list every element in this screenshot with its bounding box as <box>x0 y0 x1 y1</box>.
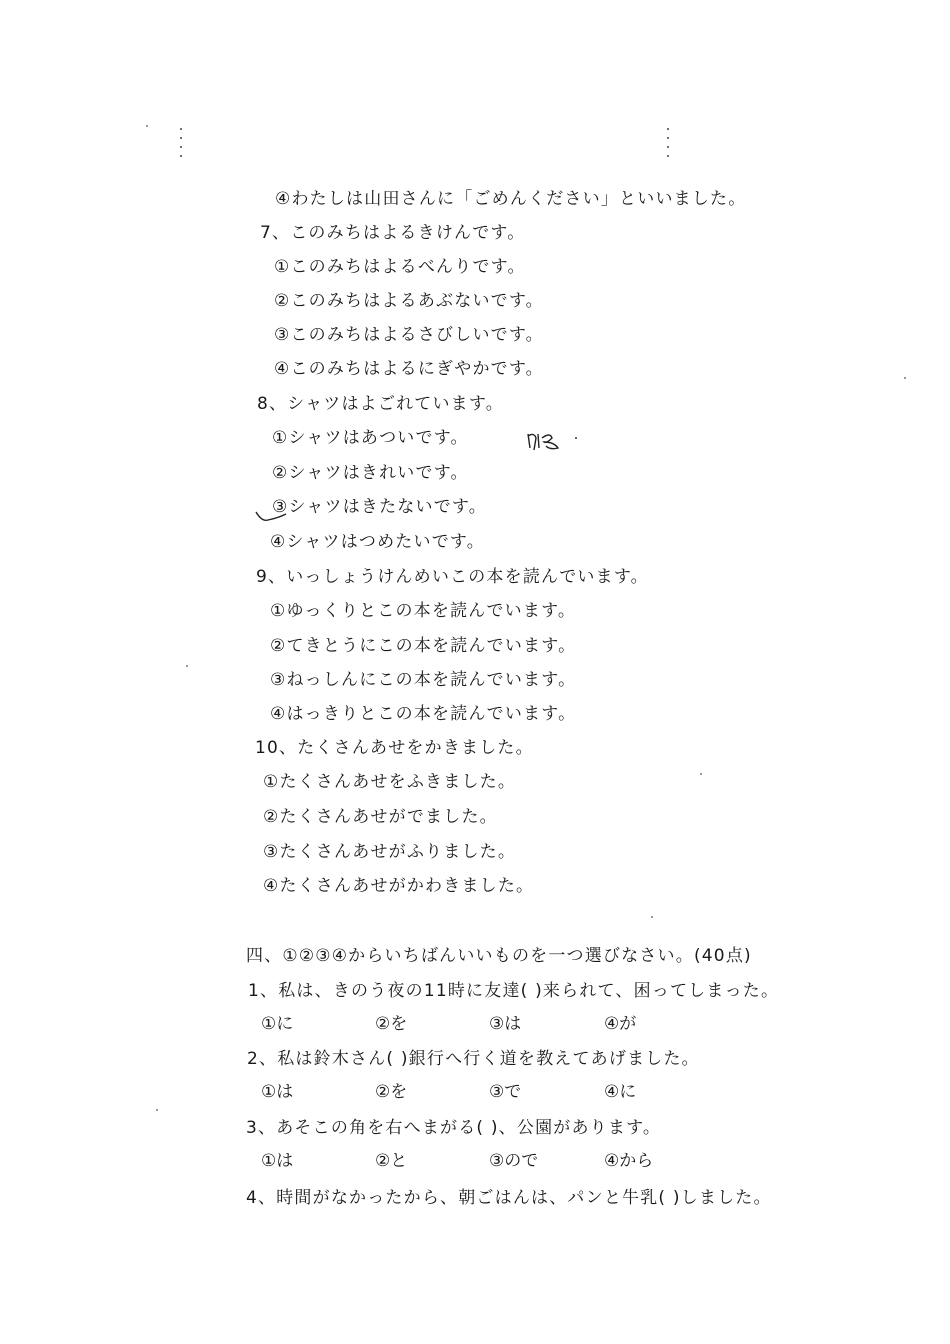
scan-speck <box>700 773 702 775</box>
s4-q3-stem: 3、あそこの角を右へまがる( )、公園があります。 <box>246 1118 662 1138</box>
q10-option-4: ④たくさんあせがかわきました。 <box>263 876 535 896</box>
q7-option-3: ③このみちはよるさびしいです。 <box>274 325 544 345</box>
q7-stem: 7、このみちはよるきけんです。 <box>260 223 526 243</box>
s4-q2-option-3: ③で <box>489 1082 522 1102</box>
q7-option-4: ④このみちはよるにぎやかです。 <box>274 359 544 379</box>
binding-marks-right <box>667 128 670 164</box>
q8-stem: 8、シャツはよごれています。 <box>257 394 504 414</box>
binding-marks-left <box>180 128 183 164</box>
scan-speck <box>146 125 148 127</box>
s4-q1-option-3: ③は <box>489 1014 522 1034</box>
q7-option-2: ②このみちはよるあぶないです。 <box>274 291 544 311</box>
q8-option-3: ③シャツはきたないです。 <box>272 497 487 517</box>
s4-q1-option-4: ④が <box>604 1014 637 1034</box>
q10-option-1: ①たくさんあせをふきました。 <box>263 772 517 792</box>
q7-option-1: ①このみちはよるべんりです。 <box>274 257 526 277</box>
s4-q2-option-2: ②を <box>375 1082 408 1102</box>
s4-q1-option-2: ②を <box>375 1014 408 1034</box>
s4-q3-option-3: ③ので <box>489 1151 539 1171</box>
s4-q4-stem: 4、時間がなかったから、朝ごはんは、パンと牛乳( )しました。 <box>246 1188 772 1208</box>
q8-option-4: ④シャツはつめたいです。 <box>270 532 485 552</box>
scan-speck <box>156 1109 158 1111</box>
scan-speck <box>904 377 906 379</box>
q10-option-2: ②たくさんあせがでました。 <box>263 807 498 827</box>
q8-option-1: ①シャツはあついです。 <box>272 428 469 448</box>
q8-option-2: ②シャツはきれいです。 <box>272 463 469 483</box>
q9-option-3: ③ねっしんにこの本を読んでいます。 <box>270 670 577 690</box>
s4-q3-option-4: ④から <box>604 1151 654 1171</box>
scan-speck <box>651 916 653 918</box>
q6-option-4: ④わたしは山田さんに「ごめんください」といいました。 <box>275 189 747 209</box>
handwritten-check-mark <box>254 508 290 524</box>
s4-q1-stem: 1、私は、きのう夜の11時に友達( )来られて、困ってしまった。 <box>248 981 780 1001</box>
q9-option-1: ①ゆっくりとこの本を読んでいます。 <box>270 601 577 621</box>
s4-q2-option-1: ①は <box>261 1082 294 1102</box>
q9-stem: 9、いっしょうけんめいこの本を読んでいます。 <box>256 567 649 587</box>
q10-option-3: ③たくさんあせがふりました。 <box>263 842 517 862</box>
q9-option-4: ④はっきりとこの本を読んでいます。 <box>270 704 577 724</box>
q10-stem: 10、たくさんあせをかきました。 <box>255 738 534 758</box>
s4-q3-option-2: ②と <box>375 1151 408 1171</box>
s4-q3-option-1: ①は <box>261 1151 294 1171</box>
s4-q1-option-1: ①に <box>261 1014 294 1034</box>
section-4-heading: 四、①②③④からいちばんいいものを一つ選びなさい。(40点) <box>246 946 752 966</box>
scan-speck <box>186 665 188 667</box>
s4-q2-option-4: ④に <box>604 1082 637 1102</box>
q9-option-2: ②てきとうにこの本を読んでいます。 <box>270 636 577 656</box>
s4-q2-stem: 2、私は鈴木さん( )銀行へ行く道を教えてあげました。 <box>247 1049 700 1069</box>
handwritten-mark <box>524 428 582 454</box>
